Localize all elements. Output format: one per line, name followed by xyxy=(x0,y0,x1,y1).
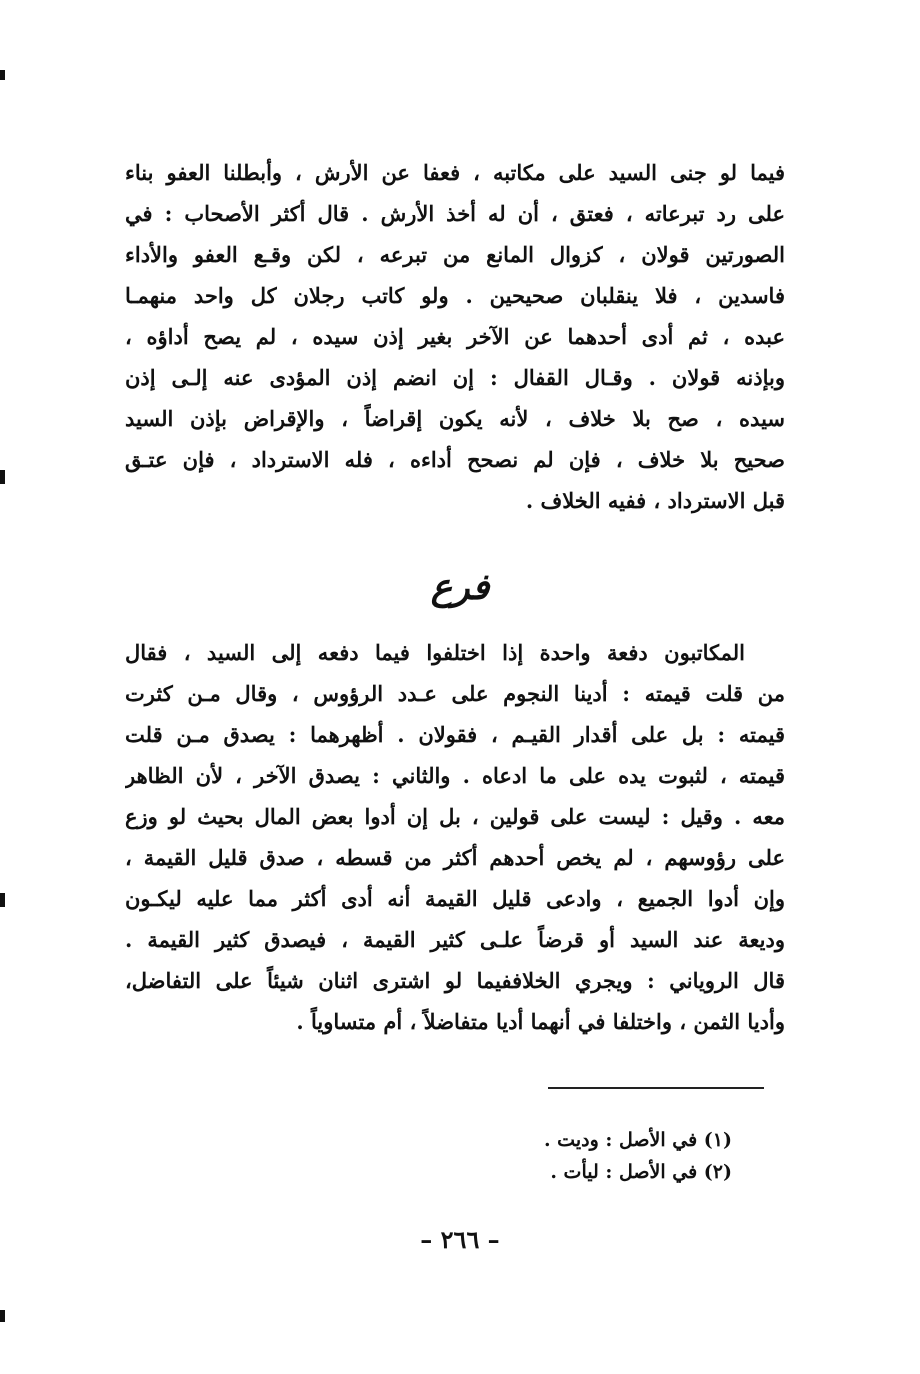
text-line: وأديا الثمن ، واختلفا في أنهما أديا متفاضلاً ، أم متساوياً . xyxy=(296,1009,785,1034)
text-line: معه . وقيل : ليست على قولين ، بل إن أدوا بعض المال بحيث لو وزع xyxy=(125,804,785,829)
text-line: على رؤوسهم ، لم يخص أحدهم أكثر من قسطه ، صدق قليل القيمة ، xyxy=(125,845,785,870)
text-line: قيمته : بل على أقدار القيـم ، فقولان . أظهرهما : يصدق مـن قلت xyxy=(125,722,785,747)
text-line: قيمته ، لثبوت يده على ما ادعاه . والثاني : يصدق الآخر ، لأن الظاهر xyxy=(125,763,785,788)
text-line: قال الروياني : ويجري الخلاففيما لو اشترى اثنان شيئاً على التفاضل، xyxy=(125,968,785,993)
text-line: فيما لو جنى السيد على مكاتبه ، فعفا عن الأرش ، وأبطلنا العفو بناء xyxy=(125,160,785,185)
scan-edge-mark xyxy=(0,893,5,907)
scan-edge-mark xyxy=(0,1310,5,1322)
text-line: وديعة عند السيد أو قرضاً علـى كثير القيمة ، فيصدق كثير القيمة . xyxy=(125,927,785,952)
text-line: صحيح بلا خلاف ، فإن لم نصحح أداءه ، فله الاسترداد ، فإن عتـق xyxy=(125,447,785,472)
text-line: المكاتبون دفعة واحدة إذا اختلفوا فيما دفعه إلى السيد ، فقال xyxy=(125,640,745,665)
scan-edge-mark xyxy=(0,70,5,80)
section-heading: فرع xyxy=(430,566,490,608)
footnote-2: (٢) في الأصل : ليأت . xyxy=(550,1161,732,1183)
page-number: – ٢٦٦ – xyxy=(420,1225,500,1254)
scan-edge-mark xyxy=(0,470,5,484)
text-line: من قلت قيمته : أدينا النجوم على عـدد الرؤوس ، وقال مـن كثرت xyxy=(125,681,785,706)
footnotes xyxy=(300,1124,732,1188)
text-line: وبإذنه قولان . وقـال القفال : إن انضم إذن المؤدى عنه إلـى إذن xyxy=(125,365,785,390)
paragraph-1 xyxy=(125,152,785,521)
text-line: وإن أدوا الجميع ، وادعى قليل القيمة أنه أدى أكثر مما عليه ليكـون xyxy=(125,886,785,911)
text-line: على رد تبرعاته ، فعتق ، أن له أخذ الأرش . قال أكثر الأصحاب : في xyxy=(125,201,785,226)
paragraph-2 xyxy=(125,632,785,1042)
footnote-1: (١) في الأصل : وديت . xyxy=(543,1129,732,1151)
text-line: قبل الاسترداد ، ففيه الخلاف . xyxy=(525,488,785,513)
text-line: سيده ، صح بلا خلاف ، لأنه يكون إقراضاً ، والإقراض بإذن السيد xyxy=(125,406,785,431)
footnote-divider xyxy=(548,1087,764,1089)
text-line: الصورتين قولان ، كزوال المانع من تبرعه ، لكن وقـع العفو والأداء xyxy=(125,242,785,267)
text-line: فاسدين ، فلا ينقلبان صحيحين . ولو كاتب رجلان كل واحد منهمـا xyxy=(125,283,785,308)
text-line: عبده ، ثم أدى أحدهما عن الآخر بغير إذن سيده ، لم يصح أداؤه ، xyxy=(125,324,785,349)
